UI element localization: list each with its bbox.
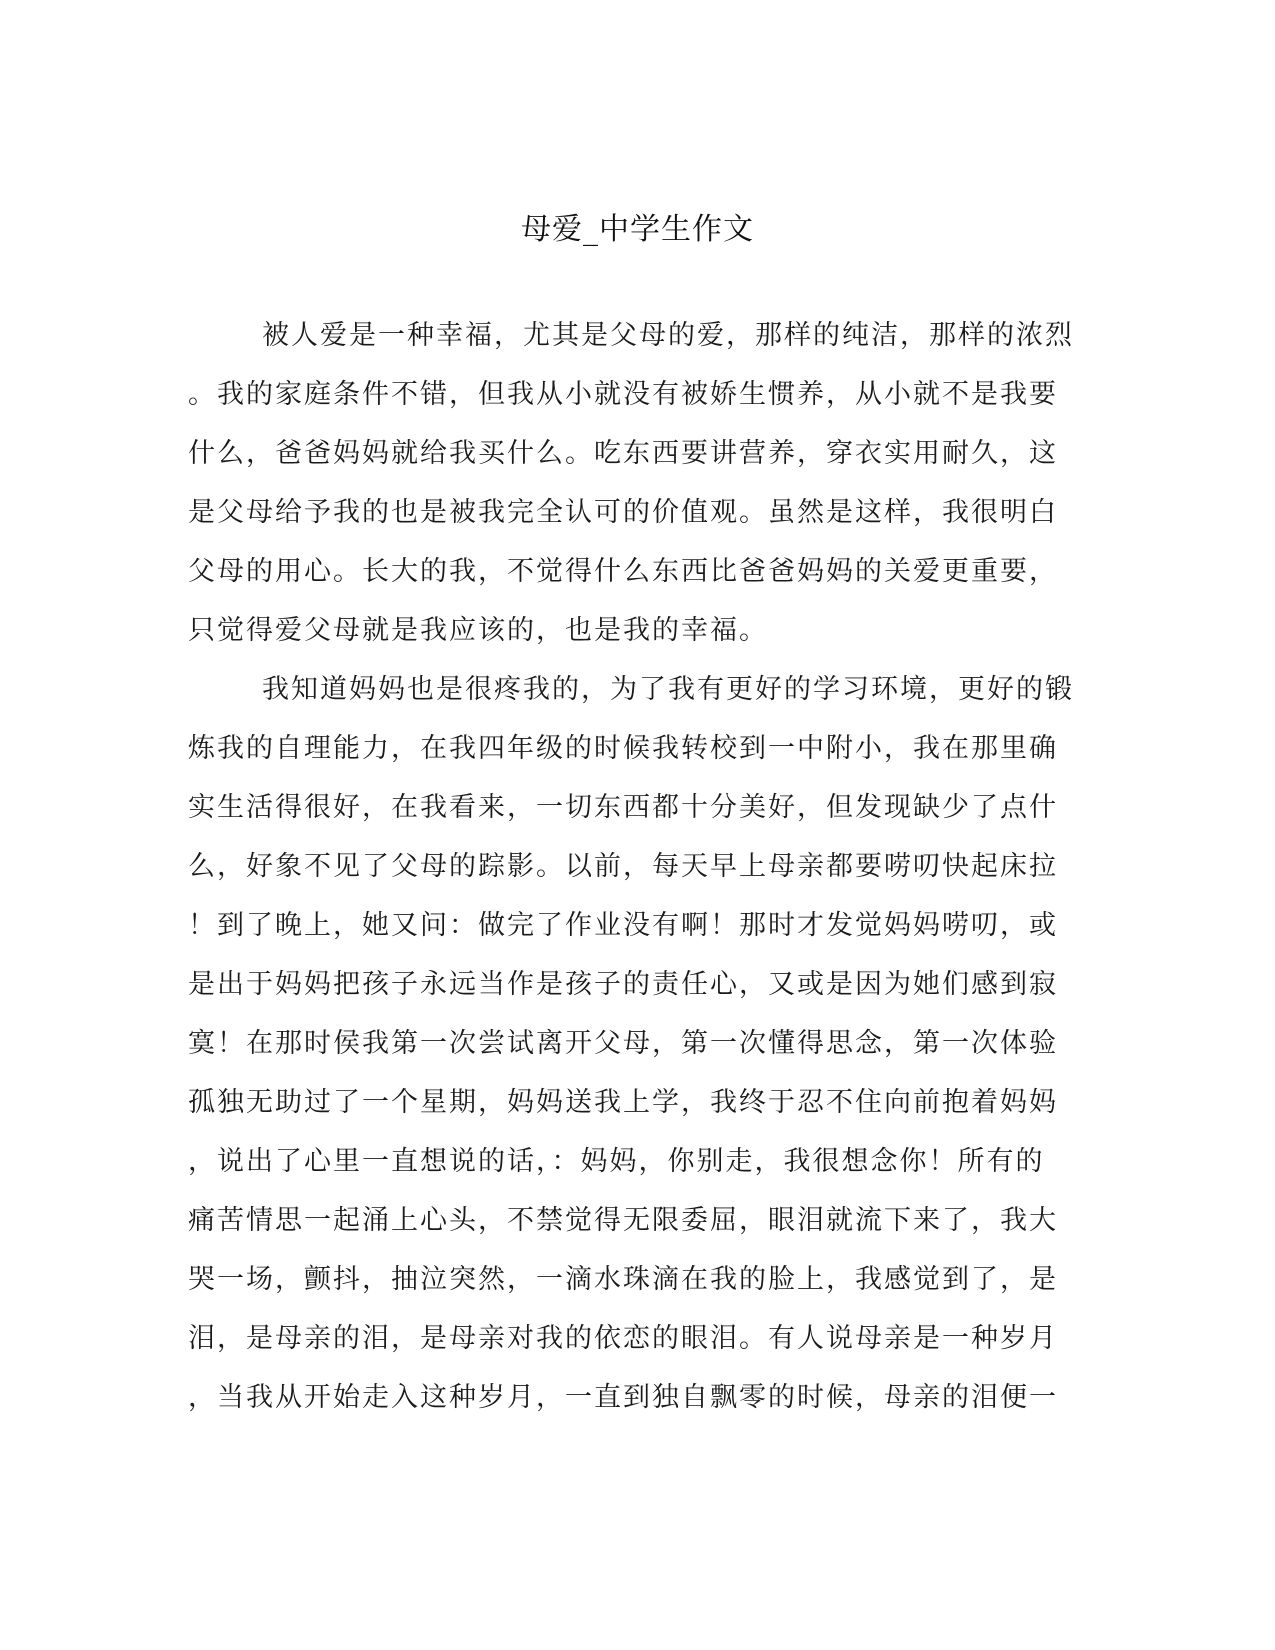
paragraph-1-line-5: 父母的用心。长大的我，不觉得什么东西比爸爸妈妈的关爱更重要， (188, 556, 1058, 587)
paragraph-1-line-1: 被人爱是一种幸福，尤其是父母的爱，那样的纯洁，那样的浓烈 (262, 320, 1074, 351)
document-title: 母爱_中学生作文 (521, 212, 754, 247)
paragraph-2-line-5: ！到了晚上，她又问：做完了作业没有啊！那时才发觉妈妈唠叨，或 (188, 910, 1058, 941)
paragraph-2-line-1: 我知道妈妈也是很疼我的，为了我有更好的学习环境，更好的锻 (262, 674, 1074, 705)
paragraph-2-line-11: 哭一场，颤抖，抽泣突然，一滴水珠滴在我的脸上，我感觉到了，是 (188, 1264, 1058, 1295)
paragraph-2-line-7: 寞！在那时侯我第一次尝试离开父母，第一次懂得思念，第一次体验 (188, 1028, 1058, 1059)
paragraph-1-line-4: 是父母给予我的也是被我完全认可的价值观。虽然是这样，我很明白 (188, 497, 1058, 528)
paragraph-2-line-6: 是出于妈妈把孩子永远当作是孩子的责任心，又或是因为她们感到寂 (188, 969, 1058, 1000)
paragraph-1-line-6: 只觉得爱父母就是我应该的，也是我的幸福。 (188, 615, 768, 646)
paragraph-2-line-10: 痛苦情思一起涌上心头，不禁觉得无限委屈，眼泪就流下来了，我大 (188, 1205, 1058, 1236)
paragraph-2-line-4: 么，好象不见了父母的踪影。以前，每天早上母亲都要唠叨快起床拉 (188, 851, 1058, 882)
paragraph-2-line-13: ，当我从开始走入这种岁月，一直到独自飘零的时候，母亲的泪便一 (188, 1382, 1058, 1413)
paragraph-2-line-2: 炼我的自理能力，在我四年级的时候我转校到一中附小，我在那里确 (188, 733, 1058, 764)
paragraph-2-line-3: 实生活得很好，在我看来，一切东西都十分美好，但发现缺少了点什 (188, 792, 1058, 823)
paragraph-2-line-12: 泪，是母亲的泪，是母亲对我的依恋的眼泪。有人说母亲是一种岁月 (188, 1323, 1058, 1354)
paragraph-2-line-8: 孤独无助过了一个星期，妈妈送我上学，我终于忍不住向前抱着妈妈 (188, 1087, 1058, 1118)
paragraph-1-line-2: 。我的家庭条件不错，但我从小就没有被娇生惯养，从小就不是我要 (188, 379, 1058, 410)
paragraph-1-line-3: 什么，爸爸妈妈就给我买什么。吃东西要讲营养，穿衣实用耐久，这 (188, 438, 1058, 469)
paragraph-2-line-9: ，说出了心里一直想说的话，：妈妈，你别走，我很想念你！所有的 (188, 1146, 1045, 1177)
